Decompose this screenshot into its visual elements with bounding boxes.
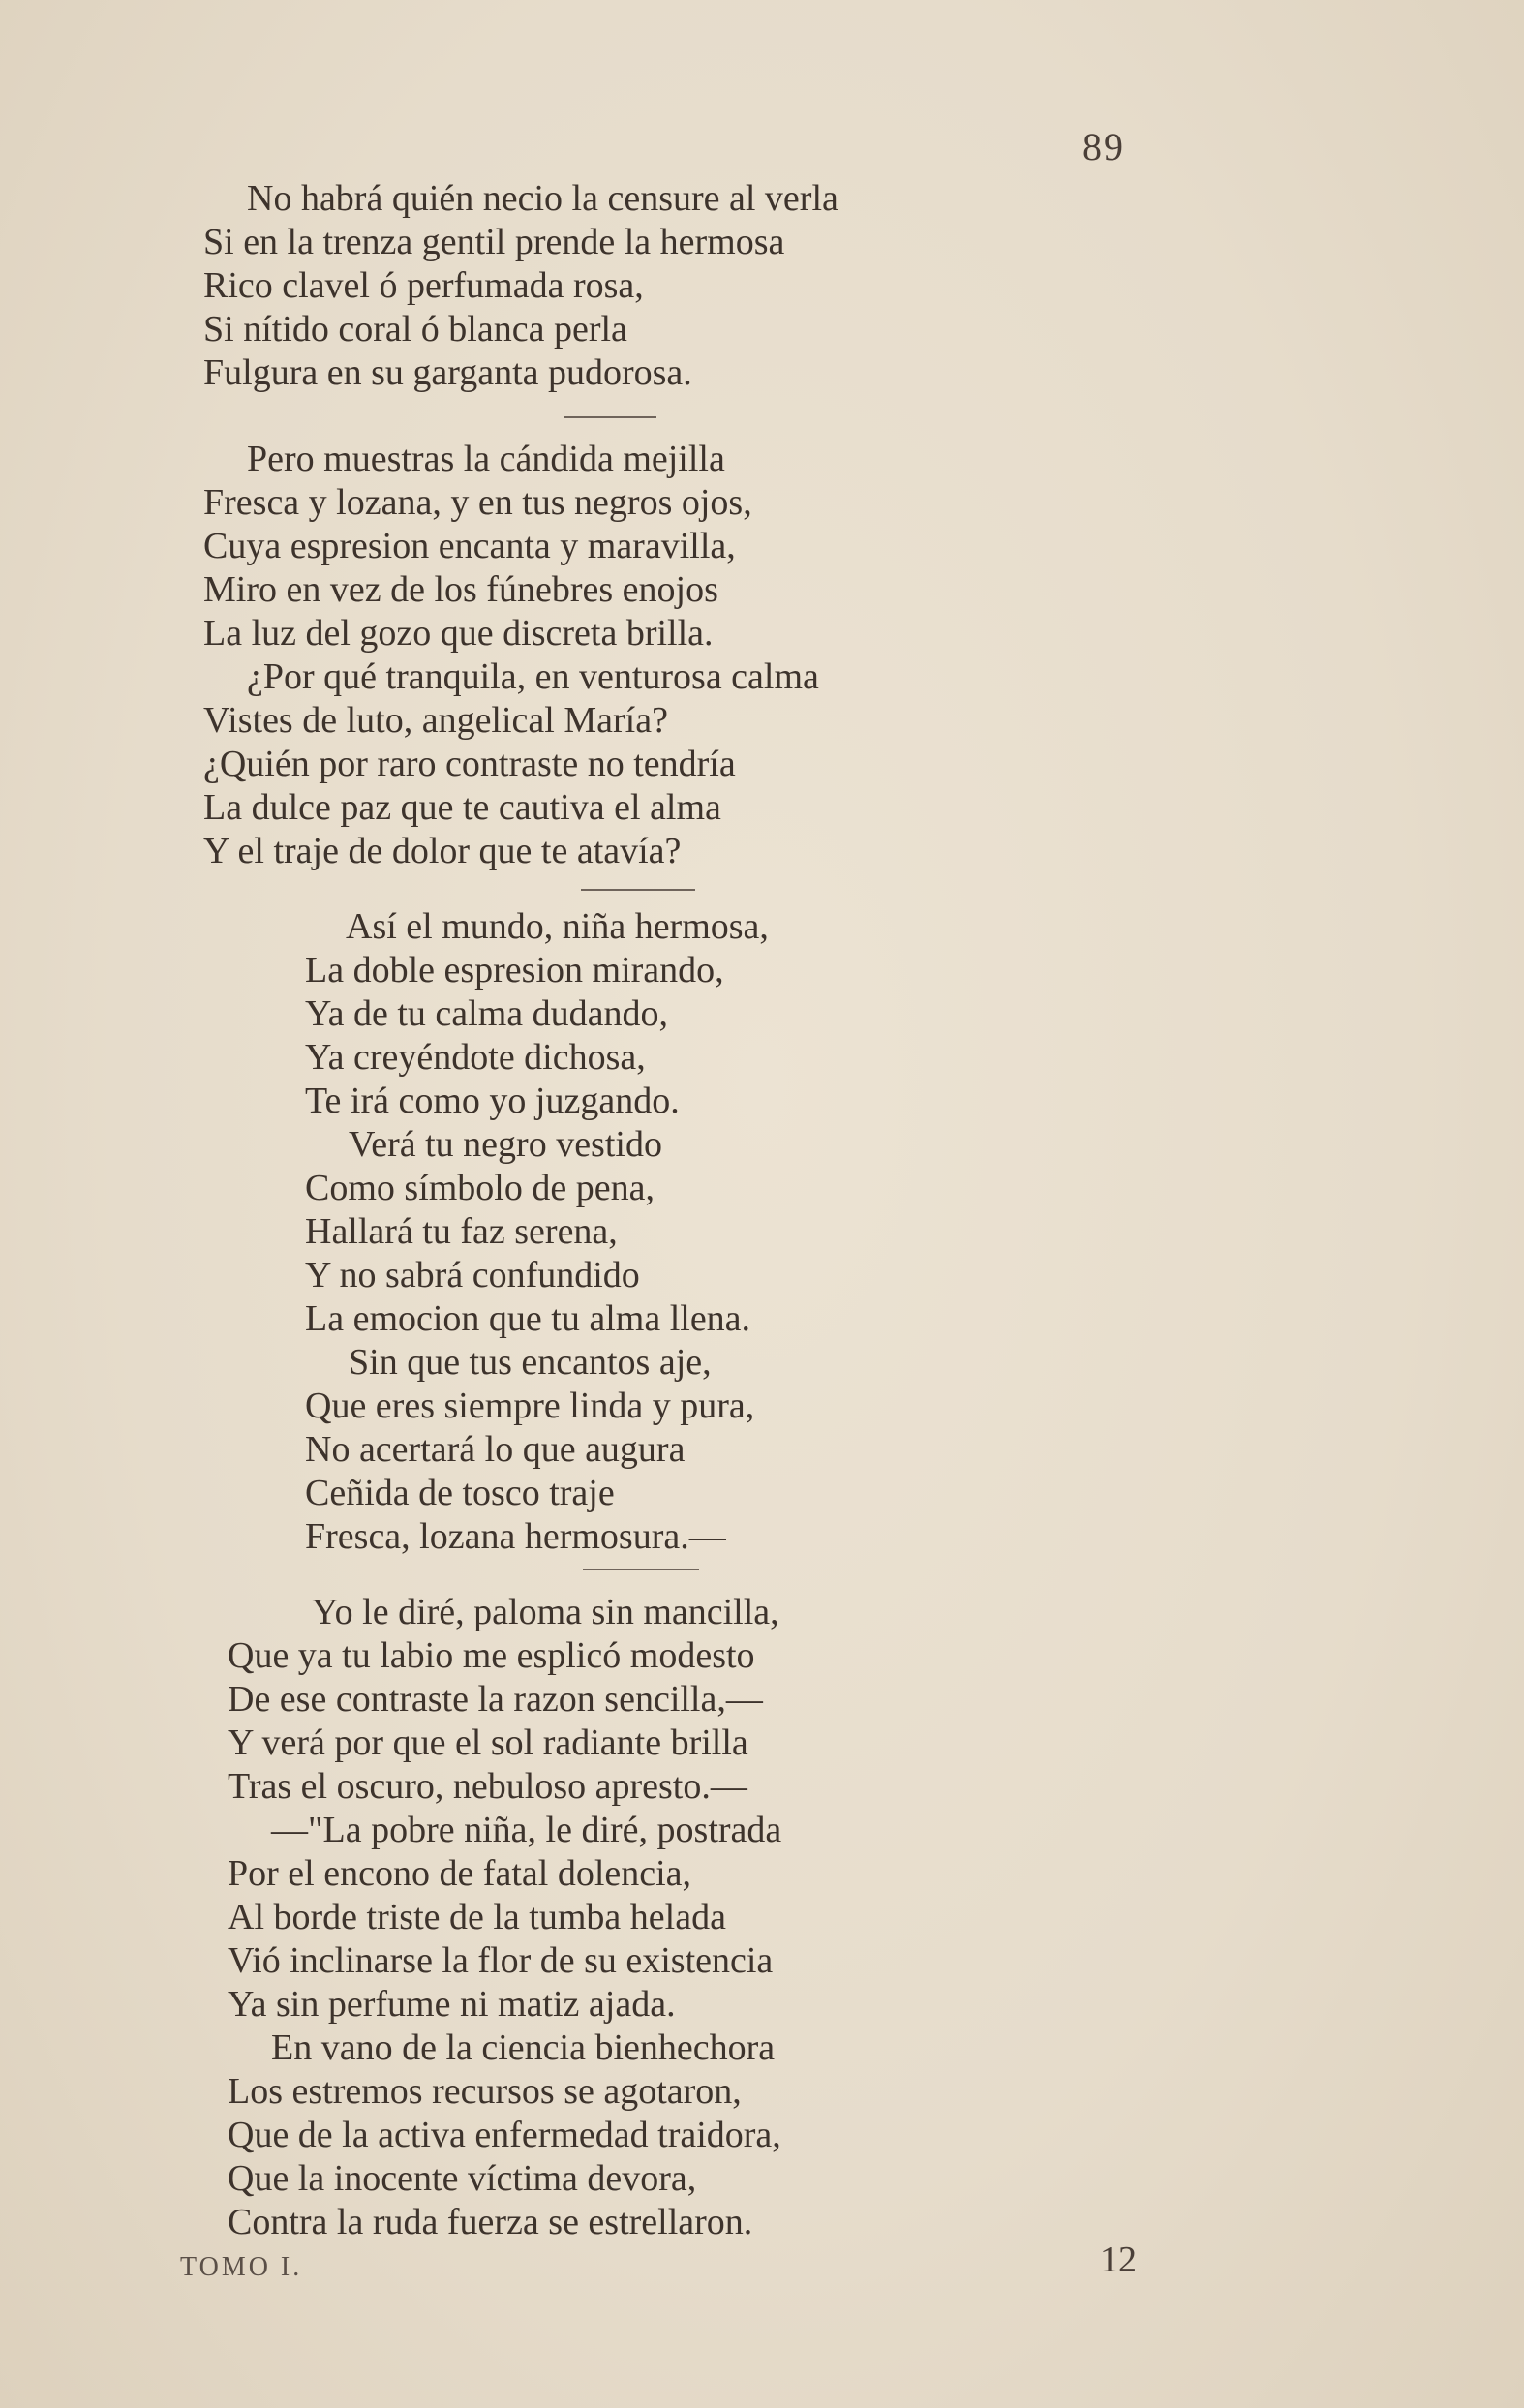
verse-line: Que la inocente víctima devora, (228, 2158, 697, 2199)
verse-line: Y el traje de dolor que te atavía? (203, 831, 682, 871)
verse-line: ¿Quién por raro contraste no tendría (203, 744, 736, 784)
verse-line: Por el encono de fatal dolencia, (228, 1853, 692, 1894)
verse-line: No habrá quién necio la censure al verla (247, 178, 838, 219)
signature-mark: 12 (1100, 2240, 1137, 2280)
verse-line: La luz del gozo que discreta brilla. (203, 613, 714, 654)
verse-line: Y verá por que el sol radiante brilla (228, 1722, 748, 1763)
verse-line: Que ya tu labio me esplicó modesto (228, 1635, 755, 1676)
verse-line: Te irá como yo juzgando. (305, 1081, 680, 1121)
verse-line: Ceñida de tosco traje (305, 1473, 615, 1513)
verse-line: Fresca, lozana hermosura.— (305, 1516, 726, 1557)
verse-line: Como símbolo de pena, (305, 1168, 655, 1208)
verse-line: Rico clavel ó perfumada rosa, (203, 265, 644, 306)
verse-line: Verá tu negro vestido (349, 1124, 662, 1165)
section-divider (564, 416, 656, 418)
verse-line: Los estremos recursos se agotaron, (228, 2071, 742, 2112)
verse-line: —"La pobre niña, le diré, postrada (271, 1810, 782, 1850)
verse-line: Tras el oscuro, nebuloso apresto.— (228, 1766, 747, 1807)
section-divider (583, 1569, 699, 1570)
volume-label: TOMO I. (180, 2252, 303, 2282)
verse-line: Así el mundo, niña hermosa, (346, 906, 769, 947)
verse-line: La dulce paz que te cautiva el alma (203, 787, 721, 828)
section-divider (581, 889, 695, 891)
verse-line: Hallará tu faz serena, (305, 1211, 618, 1252)
verse-line: Que de la activa enfermedad traidora, (228, 2115, 781, 2155)
verse-line: Contra la ruda fuerza se estrellaron. (228, 2202, 753, 2242)
verse-line: Y no sabrá confundido (305, 1255, 640, 1295)
verse-line: Fulgura en su garganta pudorosa. (203, 352, 692, 393)
verse-line: Vió inclinarse la flor de su existencia (228, 1940, 774, 1981)
verse-line: No acertará lo que augura (305, 1429, 686, 1470)
verse-line: Al borde triste de la tumba helada (228, 1897, 726, 1937)
verse-line: En vano de la ciencia bienhechora (271, 2027, 776, 2068)
page-number: 89 (1082, 125, 1125, 168)
verse-line: Fresca y lozana, y en tus negros ojos, (203, 482, 752, 523)
verse-line: De ese contraste la razon sencilla,— (228, 1679, 763, 1720)
verse-line: Sin que tus encantos aje, (349, 1342, 712, 1383)
verse-line: Ya sin perfume ni matiz ajada. (228, 1984, 676, 2025)
verse-line: Vistes de luto, angelical María? (203, 700, 668, 741)
verse-line: Yo le diré, paloma sin mancilla, (312, 1592, 779, 1632)
verse-line: Pero muestras la cándida mejilla (247, 439, 725, 479)
verse-line: Si en la trenza gentil prende la hermosa (203, 222, 785, 262)
verse-line: Que eres siempre linda y pura, (305, 1386, 755, 1426)
verse-line: La doble espresion mirando, (305, 950, 724, 991)
verse-line: Cuya espresion encanta y maravilla, (203, 526, 736, 566)
verse-line: ¿Por qué tranquila, en venturosa calma (247, 656, 819, 697)
verse-line: Ya de tu calma dudando, (305, 993, 669, 1034)
verse-line: La emocion que tu alma llena. (305, 1298, 751, 1339)
verse-line: Si nítido coral ó blanca perla (203, 309, 627, 350)
verse-line: Miro en vez de los fúnebres enojos (203, 569, 718, 610)
verse-line: Ya creyéndote dichosa, (305, 1037, 646, 1078)
